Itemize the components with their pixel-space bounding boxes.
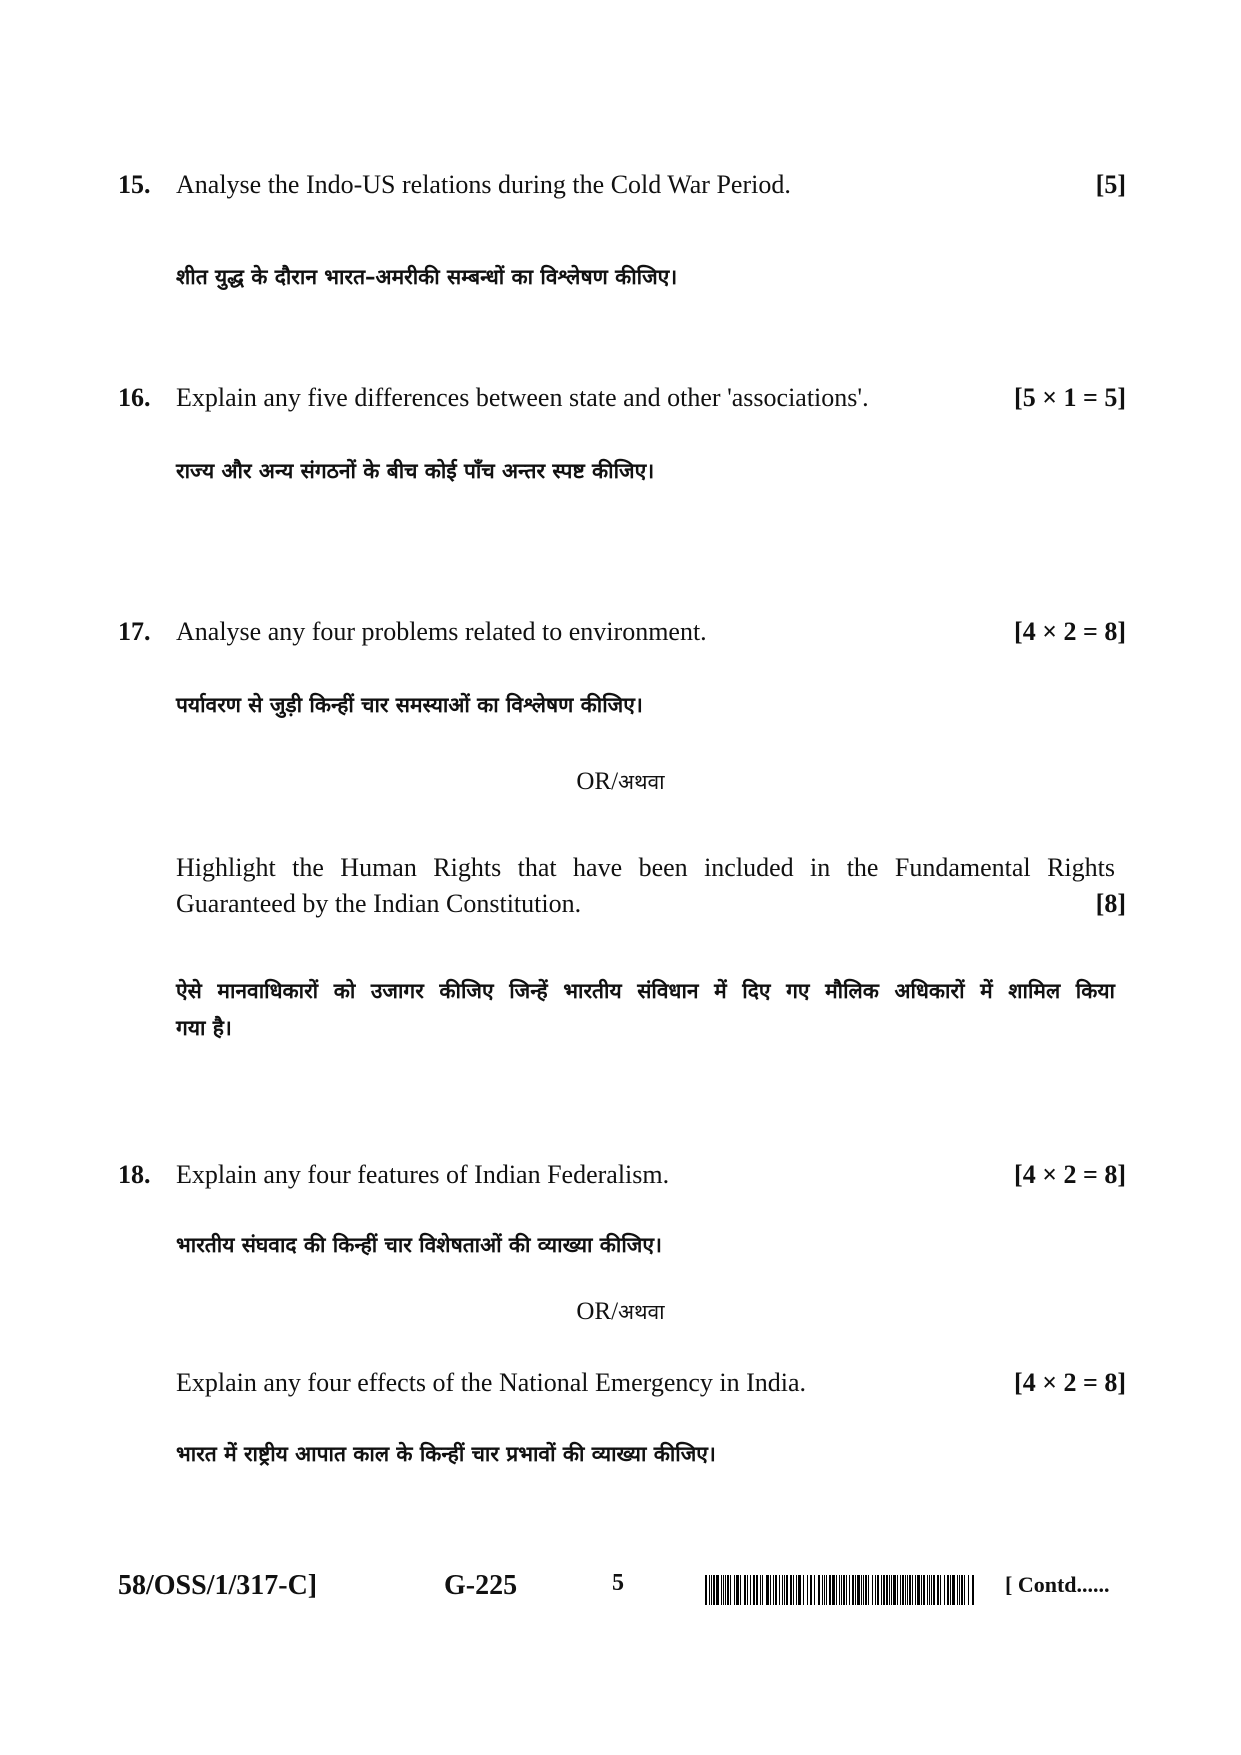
barcode-bar	[836, 1575, 837, 1605]
barcode-bar	[740, 1575, 741, 1605]
barcode-bar	[709, 1575, 710, 1605]
barcode-bar	[875, 1575, 876, 1605]
barcode-bar	[818, 1575, 820, 1605]
question-17-alt-line1: Highlight the Human Rights that have been included in the Fundamental Rights	[176, 853, 1115, 882]
barcode-bar	[843, 1575, 845, 1605]
barcode-bar	[933, 1575, 935, 1605]
barcode-bar	[756, 1575, 758, 1605]
barcode-bar	[886, 1575, 888, 1605]
barcode-bar	[872, 1575, 873, 1605]
barcode-bar	[711, 1575, 712, 1605]
barcode-bar	[721, 1575, 722, 1605]
barcode-bar	[912, 1575, 913, 1605]
question-18-marks: [4 × 2 = 8]	[1014, 1160, 1126, 1189]
question-17-alt-hindi-line1: ऐसे मानवाधिकारों को उजागर कीजिए जिन्हें भारतीय संविधान में दिए गए मौलिक अधिकारों में शामिल किया	[176, 979, 1115, 1003]
barcode-bar	[883, 1575, 885, 1605]
barcode-bar	[889, 1575, 890, 1605]
barcode-bar	[846, 1575, 847, 1605]
barcode-bar	[968, 1575, 969, 1605]
question-16-text: Explain any five differences between state and other 'associations'.	[176, 383, 869, 412]
barcode-bar	[921, 1575, 922, 1605]
barcode-bar	[897, 1575, 898, 1605]
barcode-bar	[826, 1575, 827, 1605]
barcode-bar	[744, 1575, 746, 1605]
barcode-bar	[832, 1575, 835, 1605]
barcode-bar	[959, 1575, 960, 1605]
barcode-bar	[907, 1575, 908, 1605]
barcode-bar	[773, 1575, 774, 1605]
question-number-17: 17.	[118, 617, 151, 646]
barcode-bar	[961, 1575, 963, 1605]
barcode-bar	[868, 1575, 869, 1605]
question-18-alt-hindi: भारत में राष्ट्रीय आपात काल के किन्हीं चार प्रभावों की व्याख्या कीजिए।	[176, 1442, 716, 1466]
series-code: G-225	[444, 1570, 518, 1601]
barcode-bar	[725, 1575, 726, 1605]
barcode-bar	[877, 1575, 879, 1605]
question-18-hindi: भारतीय संघवाद की किन्हीं चार विशेषताओं की व्याख्या कीजिए।	[176, 1233, 662, 1257]
barcode-bar	[775, 1575, 777, 1605]
barcode-bar	[770, 1575, 771, 1605]
barcode-bar	[822, 1575, 823, 1605]
question-number-15: 15.	[118, 170, 151, 199]
barcode-bar	[923, 1575, 925, 1605]
barcode-bar	[891, 1575, 892, 1605]
barcode-bar	[927, 1575, 928, 1605]
question-17-or-separator: OR/अथवा	[576, 768, 665, 795]
barcode-bar	[796, 1575, 797, 1605]
question-17-marks: [4 × 2 = 8]	[1014, 617, 1126, 646]
question-17-text: Analyse any four problems related to environment.	[176, 617, 707, 646]
barcode-bar	[798, 1575, 801, 1605]
question-15-hindi: शीत युद्ध के दौरान भारत–अमरीकी सम्बन्धों का विश्लेषण कीजिए।	[176, 265, 678, 289]
barcode-bar	[947, 1575, 949, 1605]
barcode-bar	[814, 1575, 815, 1605]
barcode-bar	[793, 1575, 794, 1605]
barcode-bar	[705, 1575, 707, 1605]
barcode-bar	[734, 1575, 735, 1605]
barcode-bar	[730, 1575, 731, 1605]
contd-label: [ Contd......	[1005, 1572, 1110, 1597]
barcode-bar	[952, 1575, 955, 1605]
barcode-bar	[857, 1575, 860, 1605]
paper-code: 58/OSS/1/317-C]	[118, 1570, 318, 1601]
barcode-bar	[950, 1575, 951, 1605]
barcode-bar	[753, 1575, 755, 1605]
barcode-bar	[779, 1575, 780, 1605]
question-15-text: Analyse the Indo-US relations during the Cold War Period.	[176, 170, 791, 199]
question-18-alt-text: Explain any four effects of the National Emergency in India.	[176, 1368, 807, 1397]
barcode-bar	[917, 1575, 920, 1605]
barcode-bar	[964, 1575, 965, 1605]
barcode-bar	[736, 1575, 739, 1605]
barcode-bar	[723, 1575, 724, 1605]
barcode	[705, 1575, 977, 1605]
barcode-bar	[747, 1575, 748, 1605]
barcode-bar	[750, 1575, 751, 1605]
question-16-marks: [5 × 1 = 5]	[1014, 383, 1126, 412]
question-17-alt-marks: [8]	[1095, 889, 1126, 918]
barcode-bar	[839, 1575, 840, 1605]
question-16-hindi: राज्य और अन्य संगठनों के बीच कोई पाँच अन्तर स्पष्ट कीजिए।	[176, 459, 655, 483]
barcode-bar	[915, 1575, 916, 1605]
barcode-bar	[881, 1575, 882, 1605]
barcode-bar	[944, 1575, 945, 1605]
barcode-bar	[829, 1575, 831, 1605]
barcode-bar	[937, 1575, 939, 1605]
barcode-bar	[716, 1575, 719, 1605]
barcode-bar	[762, 1575, 763, 1605]
barcode-bar	[782, 1575, 783, 1605]
question-18-text: Explain any four features of Indian Federalism.	[176, 1160, 670, 1189]
barcode-bar	[810, 1575, 812, 1605]
barcode-bar	[803, 1575, 804, 1605]
barcode-bar	[855, 1575, 856, 1605]
barcode-bar	[929, 1575, 930, 1605]
page-number: 5	[612, 1570, 624, 1596]
barcode-bar	[905, 1575, 906, 1605]
barcode-bar	[863, 1575, 864, 1605]
barcode-bar	[909, 1575, 911, 1605]
barcode-bar	[841, 1575, 842, 1605]
question-18-alt-marks: [4 × 2 = 8]	[1014, 1368, 1126, 1397]
barcode-bar	[931, 1575, 932, 1605]
question-number-18: 18.	[118, 1160, 151, 1189]
question-17-alt-hindi-line2: गया है।	[176, 1016, 232, 1040]
barcode-bar	[824, 1575, 825, 1605]
barcode-bar	[902, 1575, 904, 1605]
question-18-or-separator: OR/अथवा	[576, 1298, 665, 1325]
question-17-hindi: पर्यावरण से जुड़ी किन्हीं चार समस्याओं का विश्लेषण कीजिए।	[176, 693, 643, 717]
barcode-bar	[713, 1575, 715, 1605]
barcode-bar	[900, 1575, 901, 1605]
barcode-bar	[807, 1575, 808, 1605]
barcode-bar	[784, 1575, 785, 1605]
barcode-bar	[786, 1575, 788, 1605]
barcode-bar	[865, 1575, 867, 1605]
barcode-bar	[852, 1575, 854, 1605]
barcode-bar	[760, 1575, 761, 1605]
barcode-bar	[849, 1575, 850, 1605]
question-15-marks: [5]	[1095, 170, 1126, 199]
barcode-bar	[972, 1575, 974, 1605]
question-17-alt-line2: Guaranteed by the Indian Constitution.	[176, 889, 582, 918]
barcode-bar	[766, 1575, 769, 1605]
barcode-bar	[893, 1575, 896, 1605]
barcode-bar	[940, 1575, 941, 1605]
question-number-16: 16.	[118, 383, 151, 412]
barcode-bar	[957, 1575, 958, 1605]
barcode-bar	[790, 1575, 792, 1605]
barcode-bar	[727, 1575, 729, 1605]
barcode-bar	[861, 1575, 862, 1605]
